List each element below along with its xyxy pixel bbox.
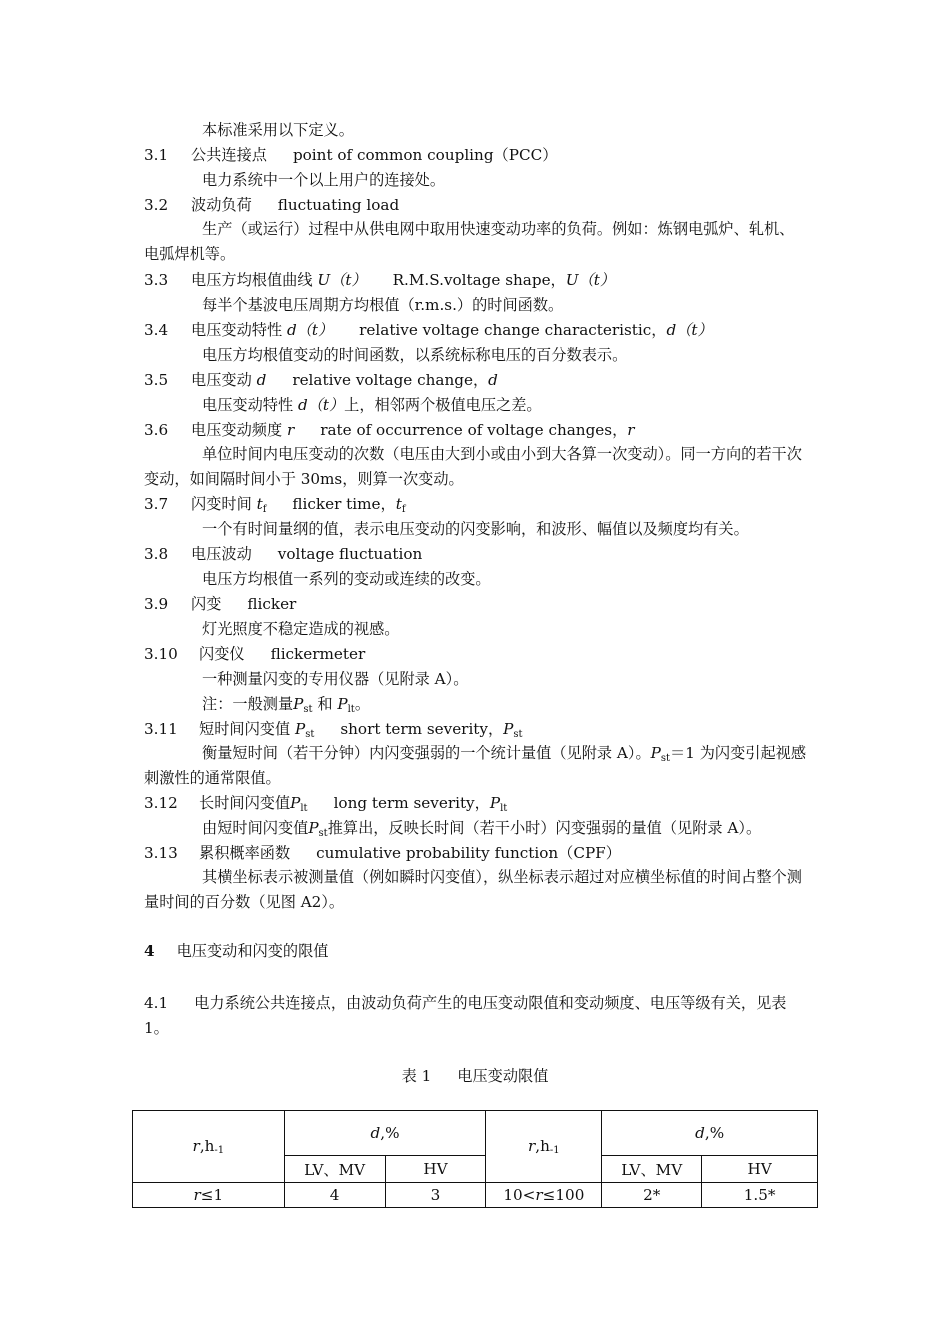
term-symbol: d（t） — [286, 321, 334, 339]
term-en-subscript: lt — [500, 803, 508, 814]
table-row — [133, 1183, 818, 1208]
definition-number: 3.6 — [144, 421, 169, 439]
term-en: flickermeter — [270, 645, 366, 663]
term-en-symbol: P — [503, 720, 514, 738]
term-zh: 公共连接点 — [191, 146, 267, 164]
definition-number: 3.7 — [144, 495, 169, 513]
desc-subscript: st — [660, 753, 671, 764]
term-zh: 电压方均根值曲线 — [191, 271, 313, 289]
definition-number: 3.5 — [144, 371, 169, 389]
term-en: short term severity， — [340, 720, 504, 738]
term-zh: 短时间闪变值 — [199, 720, 291, 738]
header-unit: ,% — [704, 1124, 725, 1142]
definition-3-7-desc: 一个有时间量纲的值，表示电压变动的闪变影响，和波形、幅值以及频度均有关。 — [202, 520, 749, 538]
voltage-change-limits-table — [132, 1110, 818, 1208]
term-subscript: st — [305, 729, 315, 740]
header-exponent: -1 — [214, 1145, 225, 1156]
term-en-symbol: d — [488, 371, 498, 389]
note-text: 。 — [354, 695, 370, 713]
definition-number: 3.9 — [144, 595, 169, 613]
term-en-subscript: f — [401, 504, 406, 515]
term-en: relative voltage change characteristic， — [359, 321, 667, 339]
definition-3-3-desc: 每半个基波电压周期方均根值（r.m.s.）的时间函数。 — [202, 296, 564, 314]
definition-number: 3.3 — [144, 271, 169, 289]
term-en: fluctuating load — [277, 196, 400, 214]
term-en: flicker — [247, 595, 297, 613]
header-d-cell — [284, 1111, 486, 1156]
header-symbol: d — [370, 1124, 381, 1142]
desc-symbol: P — [650, 744, 661, 762]
term-en-symbol: U（t） — [565, 271, 616, 289]
clause-text: 电力系统公共连接点，由波动负荷产生的电压变动限值和变动频度、电压等级有关，见表 1。 — [144, 994, 787, 1037]
term-zh: 电压变动频度 — [191, 421, 283, 439]
desc-symbol: P — [308, 819, 319, 837]
subheader-hv: HV — [385, 1156, 486, 1183]
section-4-heading — [144, 941, 328, 961]
term-symbol: t — [256, 495, 263, 513]
table-cell: 3 — [385, 1183, 486, 1208]
term-en-symbol: r — [627, 421, 635, 439]
term-en-symbol: P — [489, 794, 501, 812]
definition-number: 3.4 — [144, 321, 169, 339]
term-en-symbol: t — [395, 495, 402, 513]
cell-text: 10< — [503, 1186, 536, 1204]
desc-text: 衡量短时间（若干分钟）内闪变强弱的一个统计量值（见附录 A）。 — [202, 744, 651, 762]
definition-3-10-desc: 一种测量闪变的专用仪器（见附录 A）。 — [202, 670, 469, 688]
desc-text: ＝1 为闪变引起视感刺激性的通常限值。 — [144, 744, 807, 787]
term-en: flicker time， — [292, 495, 396, 513]
subheader-lv-mv: LV、MV — [284, 1156, 385, 1183]
definition-3-1-desc: 电力系统中一个以上用户的连接处。 — [202, 171, 445, 189]
definition-3-6-desc: 单位时间内电压变动的次数（电压由大到小或由小到大各算一次变动）。同一方向的若干次变动，如间隔时间小于 30ms，则算一次变动。 — [144, 445, 802, 488]
header-symbol: r — [528, 1137, 536, 1155]
header-d-cell — [602, 1111, 818, 1156]
term-en-subscript: st — [513, 729, 523, 740]
term-symbol: d — [256, 371, 267, 389]
header-unit: ,h — [199, 1137, 215, 1155]
term-en: rate of occurrence of voltage changes， — [320, 421, 628, 439]
term-symbol: U（t） — [317, 271, 367, 289]
subheader-hv: HV — [702, 1156, 818, 1183]
table-caption — [0, 1065, 950, 1086]
definition-3-8-desc: 电压方均根值一系列的变动或连续的改变。 — [202, 570, 491, 588]
term-zh: 电压变动特性 — [191, 321, 283, 339]
term-en-symbol: d（t） — [666, 321, 713, 339]
definition-3-5-desc — [202, 395, 542, 415]
note-subscript: lt — [347, 704, 355, 715]
definition-number: 3.8 — [144, 545, 169, 563]
term-en: relative voltage change， — [292, 371, 489, 389]
term-en: voltage fluctuation — [277, 545, 423, 563]
term-zh: 闪变仪 — [199, 645, 245, 663]
section-4-1-paragraph — [144, 991, 808, 1041]
header-r-cell — [486, 1111, 602, 1183]
term-zh: 电压波动 — [191, 545, 252, 563]
term-symbol: P — [290, 794, 301, 812]
definition-number: 3.1 — [144, 146, 169, 164]
table-caption-title: 电压变动限值 — [457, 1067, 549, 1085]
term-en: R.M.S.voltage shape， — [392, 271, 566, 289]
header-exponent: -1 — [549, 1145, 560, 1156]
table-cell — [486, 1183, 602, 1208]
definition-3-12-desc — [202, 818, 761, 838]
term-en: cumulative probability function（CPF） — [316, 844, 621, 862]
definition-number: 3.2 — [144, 196, 169, 214]
note-text: 和 — [317, 695, 333, 713]
header-symbol: r — [192, 1137, 200, 1155]
definition-number: 3.10 — [144, 645, 178, 663]
term-zh: 电压变动 — [191, 371, 252, 389]
header-unit: ,% — [380, 1124, 400, 1142]
desc-text: 电压变动特性 — [202, 396, 294, 414]
cell-symbol: r — [193, 1186, 201, 1204]
table-cell: 1.5* — [702, 1183, 818, 1208]
note-symbol: P — [337, 695, 348, 713]
header-unit: ,h — [535, 1137, 550, 1155]
desc-text: 上，相邻两个极值电压之差。 — [344, 396, 542, 414]
header-symbol: d — [695, 1124, 705, 1142]
definition-number: 3.11 — [144, 720, 178, 738]
desc-symbol: d（t） — [297, 396, 345, 414]
term-en: point of common coupling（PCC） — [292, 146, 558, 164]
definition-3-11-desc — [144, 741, 808, 791]
table-cell: 2* — [602, 1183, 702, 1208]
term-zh: 长时间闪变值 — [199, 794, 291, 812]
desc-text: 推算出，反映长时间（若干小时）闪变强弱的量值（见附录 A）。 — [327, 819, 762, 837]
term-zh: 累积概率函数 — [199, 844, 291, 862]
section-number: 4 — [144, 942, 155, 960]
term-en: long term severity， — [333, 794, 490, 812]
table-cell — [133, 1183, 285, 1208]
cell-symbol: r — [535, 1186, 543, 1204]
definition-3-2-desc: 生产（或运行）过程中从供电网中取用快速变动功率的负荷。例如：炼钢电弧炉、轧机、电弧焊机等。 — [144, 220, 795, 263]
definition-3-4-desc: 电压方均根值变动的时间函数，以系统标称电压的百分数表示。 — [202, 346, 628, 364]
note-text: 注：一般测量 — [202, 695, 294, 713]
desc-subscript: st — [318, 828, 328, 839]
clause-number: 4.1 — [144, 994, 169, 1012]
term-subscript: f — [262, 504, 267, 515]
term-subscript: lt — [300, 803, 308, 814]
header-r-cell — [133, 1111, 285, 1183]
definition-3-13-desc: 其横坐标表示被测量值（例如瞬时闪变值），纵坐标表示超过对应横坐标值的时间占整个测量时间的百分数（见图 A2）。 — [144, 868, 802, 911]
table-cell: 4 — [284, 1183, 385, 1208]
definition-3-10-note — [202, 694, 370, 714]
definition-number: 3.12 — [144, 794, 178, 812]
cell-text: ≤100 — [542, 1186, 585, 1204]
cell-text: ≤1 — [200, 1186, 224, 1204]
table-caption-label: 表 1 — [401, 1067, 432, 1085]
definition-3-9-desc: 灯光照度不稳定造成的视感。 — [202, 620, 400, 638]
intro-line: 本标准采用以下定义。 — [202, 121, 354, 139]
term-symbol: r — [286, 421, 295, 439]
note-symbol: P — [293, 695, 304, 713]
definition-number: 3.13 — [144, 844, 178, 862]
term-zh: 闪变 — [191, 595, 222, 613]
section-title: 电压变动和闪变的限值 — [176, 942, 329, 960]
subheader-lv-mv: LV、MV — [602, 1156, 702, 1183]
note-subscript: st — [303, 704, 313, 715]
desc-text: 由短时间闪变值 — [202, 819, 309, 837]
term-zh: 波动负荷 — [191, 196, 252, 214]
term-zh: 闪变时间 — [191, 495, 252, 513]
term-symbol: P — [294, 720, 306, 738]
